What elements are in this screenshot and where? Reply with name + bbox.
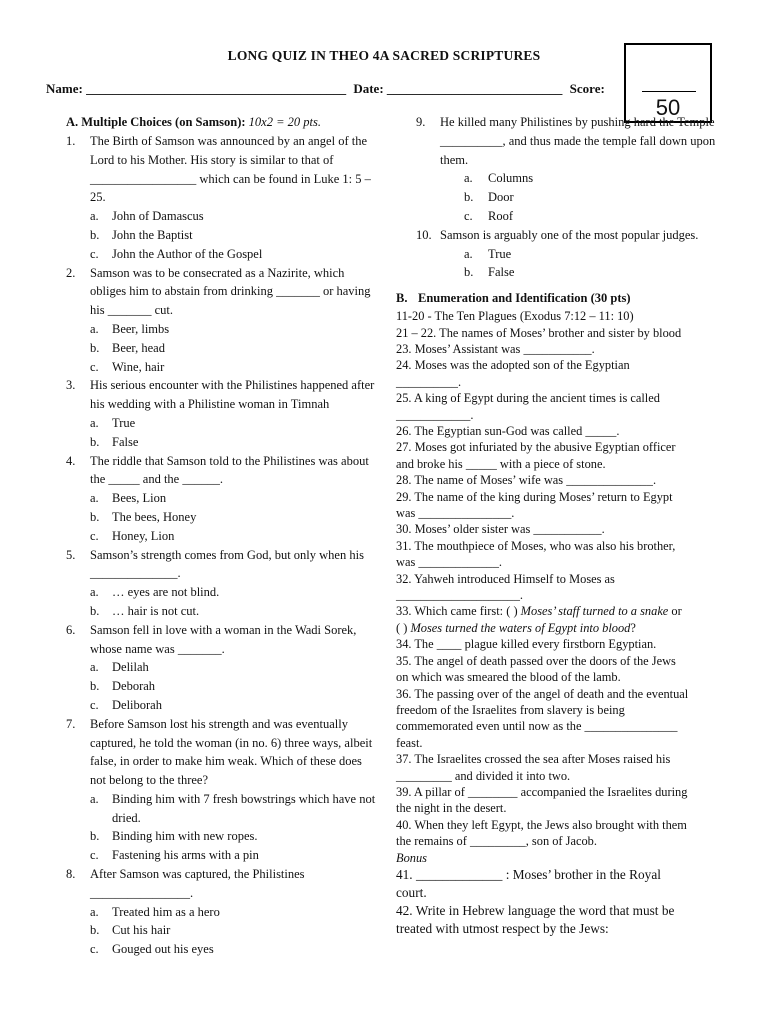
option-text: Wine, hair <box>112 359 165 374</box>
option-text: Columns <box>488 171 534 186</box>
question-line: 34. The ____ plague killed every firstborn Egyptian. <box>396 637 657 652</box>
answer-option[interactable] <box>66 207 378 226</box>
question-7 <box>66 715 378 790</box>
question-number: 5. <box>66 547 76 562</box>
question-text: Samson’s strength comes from God, but only when his ______________. <box>90 547 364 581</box>
option-text: The bees, Honey <box>112 509 197 524</box>
question-line: ____________________. <box>396 588 524 603</box>
question-line: feast. <box>396 735 423 750</box>
question-line: treated with utmost respect by the Jews: <box>396 920 609 936</box>
option-text: Binding him with 7 fresh bowstrings which have not dried. <box>112 791 376 825</box>
answer-option[interactable] <box>66 658 378 677</box>
question-text: He killed many Philistines by pushing hard the Temple __________, and thus made the temple fall down upon them. <box>440 115 716 167</box>
question-line: 28. The name of Moses’ wife was ______________. <box>396 473 657 488</box>
option-text: Binding him with new ropes. <box>112 829 258 844</box>
option-letter: b. <box>90 340 100 355</box>
answer-option[interactable] <box>66 846 378 865</box>
question-text: Before Samson lost his strength and was eventually captured, he told the woman (in no. 6) three ways, albeit false, in order to make him weak. Which of these does not belong to the three? <box>90 716 373 788</box>
option-text: Fastening his arms with a pin <box>112 848 259 863</box>
question-line: 33. Which came first: ( ) Moses’ staff turned to a snake or <box>396 604 682 619</box>
option-text: True <box>112 415 136 430</box>
option-text: Cut his hair <box>112 923 171 938</box>
question-line: ( ) Moses turned the waters of Egypt into blood? <box>396 620 636 635</box>
answer-option[interactable] <box>396 245 726 264</box>
question-number: 2. <box>66 265 76 280</box>
question-line: 41. _____________ : Moses’ brother in the Royal <box>396 866 661 882</box>
question-text: Samson was to be consecrated as a Nazirite, which obliges him to abstain from drinking _______ or having his _______ cut. <box>90 265 371 318</box>
option-text: John the Baptist <box>112 227 193 242</box>
question-line: ____________. <box>396 407 474 422</box>
question-line: 40. When they left Egypt, the Jews also brought with them <box>396 817 687 832</box>
option-text: John the Author of the Gospel <box>112 246 263 261</box>
option-text: Roof <box>488 208 513 223</box>
name-field[interactable]: Name: ________________________________________ <box>46 81 347 96</box>
option-letter: a. <box>464 171 473 186</box>
answer-option[interactable] <box>66 358 378 377</box>
bonus-text: Bonus <box>396 850 427 865</box>
question-number: 8. <box>66 867 76 882</box>
question-line: 23. Moses’ Assistant was ___________. <box>396 341 595 356</box>
question-3 <box>66 376 378 414</box>
option-letter: c. <box>464 208 473 223</box>
question-line: 21 – 22. The names of Moses’ brother and sister by blood <box>396 325 682 340</box>
option-text: True <box>488 246 512 261</box>
question-line: court. <box>396 884 427 900</box>
question-5 <box>66 546 378 584</box>
answer-option[interactable] <box>66 827 378 846</box>
option-letter: c. <box>90 848 99 863</box>
option-letter: c. <box>90 697 99 712</box>
question-line: 30. Moses’ older sister was ___________. <box>396 522 605 537</box>
question-text: The Birth of Samson was announced by an angel of the Lord to his Mother. His story is similar to that of _________________ which can be found in Luke 1: 5 – 25. <box>90 134 371 205</box>
option-letter: b. <box>464 190 474 205</box>
answer-option[interactable] <box>66 903 378 922</box>
question-line: _________ and divided it into two. <box>396 768 571 783</box>
option-letter: b. <box>90 434 100 449</box>
question-line: 24. Moses was the adopted son of the Egyptian <box>396 358 630 373</box>
section-a-points: 10x2 = 20 pts. <box>248 115 321 129</box>
option-list <box>66 414 378 452</box>
option-text: Bees, Lion <box>112 491 167 506</box>
question-2 <box>66 264 378 320</box>
question-line: 39. A pillar of ________ accompanied the Israelites during <box>396 784 688 799</box>
option-letter: a. <box>464 246 473 261</box>
question-line: 35. The angel of death passed over the doors of the Jews <box>396 653 676 668</box>
question-line: 37. The Israelites crossed the sea after Moses raised his <box>396 752 671 767</box>
question-line: the night in the desert. <box>396 801 507 816</box>
answer-option[interactable] <box>66 339 378 358</box>
question-line: 29. The name of the king during Moses’ return to Egypt <box>396 489 673 504</box>
option-letter: a. <box>90 491 99 506</box>
answer-option[interactable] <box>66 790 378 828</box>
answer-option[interactable] <box>66 602 378 621</box>
question-4 <box>66 452 378 490</box>
question-number: 7. <box>66 716 76 731</box>
option-letter: c. <box>90 528 99 543</box>
option-list <box>66 583 378 621</box>
section-b-letter: B. <box>396 291 408 306</box>
question-line: 36. The passing over of the angel of death and the eventual <box>396 686 689 701</box>
answer-option[interactable] <box>66 226 378 245</box>
question-line: 26. The Egyptian sun-God was called _____. <box>396 424 620 439</box>
question-text: Samson fell in love with a woman in the Wadi Sorek, whose name was _______. <box>90 622 357 656</box>
question-text: After Samson was captured, the Philistines ________________. <box>90 867 305 900</box>
question-line: on which was smeared the blood of the lamb. <box>396 670 621 685</box>
option-letter: b. <box>90 227 100 242</box>
question-line: 25. A king of Egypt during the ancient times is called <box>396 391 660 406</box>
answer-option[interactable] <box>396 169 726 188</box>
answer-option[interactable] <box>66 940 378 959</box>
answer-option[interactable] <box>66 508 378 527</box>
date-field[interactable]: Date: ___________________________ <box>353 81 563 96</box>
emphasis-text: Moses’ staff turned to a snake <box>520 604 669 619</box>
option-letter: a. <box>90 415 99 430</box>
option-list <box>66 320 378 376</box>
question-line: 32. Yahweh introduced Himself to Moses as <box>396 571 615 586</box>
option-text: … eyes are not blind. <box>112 585 220 600</box>
answer-option[interactable] <box>66 583 378 602</box>
question-number: 4. <box>66 453 76 468</box>
question-number: 3. <box>66 378 76 393</box>
answer-option[interactable] <box>66 320 378 339</box>
question-10 <box>396 226 726 245</box>
question-9 <box>396 113 726 169</box>
question-text: His serious encounter with the Philistines happened after his wedding with a Philistine woman in Timnah <box>90 378 375 412</box>
option-text: John of Damascus <box>112 209 204 224</box>
question-line: commemorated even until now as the _______________ <box>396 719 678 734</box>
option-list <box>66 207 378 263</box>
answer-option[interactable] <box>66 245 378 264</box>
option-letter: b. <box>90 603 100 618</box>
option-list <box>66 658 378 714</box>
option-text: False <box>488 265 515 280</box>
answer-option[interactable] <box>66 527 378 546</box>
option-text: Delilah <box>112 660 149 675</box>
question-text: Samson is arguably one of the most popular judges. <box>440 227 699 242</box>
section-b-heading <box>396 288 726 308</box>
question-6 <box>66 621 378 659</box>
option-list <box>396 245 726 283</box>
option-text: Beer, limbs <box>112 321 170 336</box>
option-text: Honey, Lion <box>112 528 175 543</box>
question-line: freedom of the Israelites from slavery is being <box>396 702 625 717</box>
question-1 <box>66 132 378 207</box>
header-fields <box>46 81 609 97</box>
question-line: 31. The mouthpiece of Moses, who was also his brother, <box>396 538 676 553</box>
answer-option[interactable] <box>66 921 378 940</box>
quiz-title: LONG QUIZ IN THEO 4A SACRED SCRIPTURES <box>227 48 541 63</box>
option-list <box>66 790 378 865</box>
option-letter: a. <box>90 209 99 224</box>
option-text: Deborah <box>112 679 156 694</box>
question-number: 6. <box>66 622 76 637</box>
answer-option[interactable] <box>66 677 378 696</box>
question-8 <box>66 865 378 903</box>
option-letter: a. <box>90 791 99 806</box>
score-box <box>624 43 712 123</box>
answer-option[interactable] <box>66 433 378 452</box>
question-line: __________. <box>396 374 462 389</box>
question-text: The riddle that Samson told to the Philistines was about the _____ and the ______. <box>90 453 369 487</box>
answer-option[interactable] <box>66 489 378 508</box>
section-b-title: Enumeration and Identification (30 pts) <box>418 291 631 306</box>
option-letter: c. <box>90 359 99 374</box>
option-letter: a. <box>90 585 99 600</box>
option-letter: b. <box>464 265 474 280</box>
question-line: 11-20 - The Ten Plagues (Exodus 7:12 – 11: 10) <box>396 309 634 324</box>
question-number: 10. <box>416 227 432 242</box>
option-list <box>396 169 726 225</box>
option-list <box>66 489 378 545</box>
option-text: Beer, head <box>112 340 165 355</box>
option-list <box>66 903 378 959</box>
question-line: was _______________. <box>396 506 515 521</box>
right-column <box>396 113 726 938</box>
emphasis-text: Moses turned the waters of Egypt into blood <box>410 620 631 635</box>
question-line: 42. Write in Hebrew language the word that must be <box>396 902 675 918</box>
option-text: Treated him as a hero <box>112 904 220 919</box>
question-line: and broke his _____ with a piece of stone. <box>396 456 606 471</box>
answer-option[interactable] <box>66 696 378 715</box>
option-letter: a. <box>90 660 99 675</box>
answer-option[interactable] <box>66 414 378 433</box>
option-letter: c. <box>90 246 99 261</box>
option-text: … hair is not cut. <box>112 603 200 618</box>
answer-option[interactable] <box>396 263 726 282</box>
answer-option[interactable] <box>396 207 726 226</box>
option-letter: b. <box>90 679 100 694</box>
option-letter: a. <box>90 321 99 336</box>
question-line: 27. Moses got infuriated by the abusive Egyptian officer <box>396 440 676 455</box>
section-a-heading <box>66 113 378 132</box>
question-line: was _____________. <box>396 555 503 570</box>
bonus-label <box>396 850 726 866</box>
question-number: 1. <box>66 134 76 148</box>
score-total: 50 <box>655 95 681 120</box>
option-letter: b. <box>90 509 100 524</box>
option-letter: b. <box>90 829 100 844</box>
section-a-letter: A. <box>66 115 82 129</box>
option-letter: c. <box>90 942 99 957</box>
option-text: Door <box>488 190 514 205</box>
score-label: Score: <box>569 81 605 96</box>
score-line <box>642 91 696 92</box>
option-text: False <box>112 434 139 449</box>
option-text: Gouged out his eyes <box>112 942 214 957</box>
section-a-title: Multiple Choices (on Samson): <box>81 115 249 129</box>
option-letter: b. <box>90 923 100 938</box>
option-text: Deliborah <box>112 697 162 712</box>
question-line: the remains of _________, son of Jacob. <box>396 834 597 849</box>
question-number: 9. <box>416 115 426 129</box>
left-column <box>66 113 378 959</box>
answer-option[interactable] <box>396 188 726 207</box>
option-letter: a. <box>90 904 99 919</box>
